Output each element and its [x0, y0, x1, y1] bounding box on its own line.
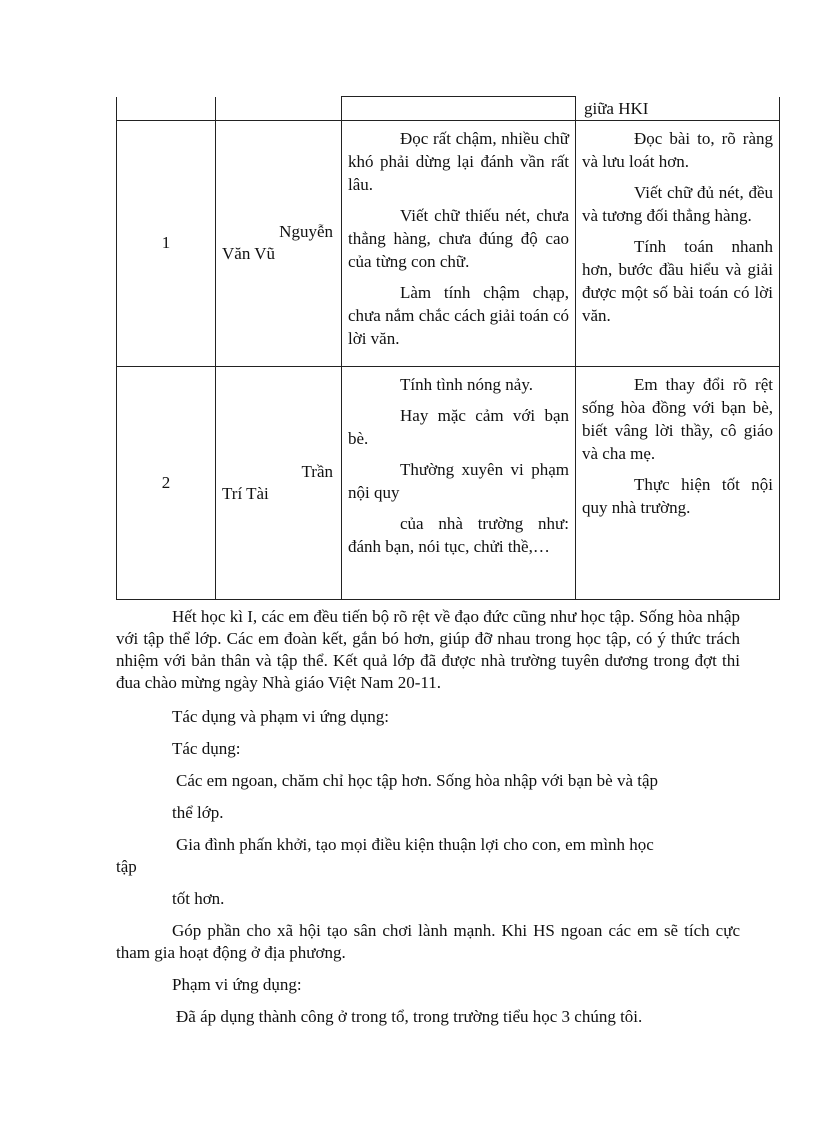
student-name-rest: Văn Vũ [222, 244, 276, 263]
row-number: 2 [117, 366, 216, 599]
table-cell [216, 97, 342, 121]
after-item: Em thay đổi rõ rệt sống hòa đồng với bạn bè, biết vâng lời thầy, cô giáo và cha mẹ. [582, 374, 773, 463]
table-cell [117, 97, 216, 121]
student-name-rest: Trí Tài [222, 483, 269, 503]
header-continuation: giữa HKI [584, 98, 649, 118]
effect-paragraph: Góp phần cho xã hội tạo sân chơi lành mạnh. Khi HS ngoan các em sẽ tích cực tham gia hoạt động ở địa phương. [116, 921, 740, 962]
before-cell [342, 366, 576, 599]
effect-paragraph-cont: tập [116, 857, 137, 876]
after-item: Tính toán nhanh hơn, bước đầu hiểu và giải được một số bài toán có lời văn. [582, 236, 773, 325]
after-item: Viết chữ đủ nét, đều và tương đối thẳng hàng. [582, 182, 773, 225]
effect-paragraph: Gia đình phấn khởi, tạo mọi điều kiện thuận lợi cho con, em mình học [176, 835, 654, 854]
table-cell [342, 97, 576, 121]
before-item: Tính tình nóng nảy. [400, 374, 533, 394]
effect-paragraph-cont: thể lớp. [172, 803, 224, 822]
table-row [117, 120, 780, 366]
table-row [117, 366, 780, 599]
student-name-first: Nguyễn [279, 222, 333, 241]
before-item: Làm tính chậm chạp, chưa nắm chắc cách giải toán có lời văn. [348, 282, 569, 348]
student-name-first: Trần [301, 461, 333, 481]
after-cell [576, 120, 780, 366]
scope-paragraph: Đã áp dụng thành công ở trong tổ, trong trường tiểu học 3 chúng tôi. [176, 1007, 643, 1026]
after-item: Thực hiện tốt nội quy nhà trường. [582, 474, 773, 517]
before-item: Viết chữ thiếu nét, chưa thẳng hàng, chưa đúng độ cao của từng con chữ. [348, 205, 569, 271]
subsection-heading: Phạm vi ứng dụng: [172, 975, 302, 994]
before-item: Thường xuyên vi phạm nội quy [348, 459, 569, 502]
effect-paragraph-cont: tốt hơn. [172, 889, 225, 908]
row-number: 1 [117, 120, 216, 366]
after-cell [576, 366, 780, 599]
effect-paragraph: Các em ngoan, chăm chỉ học tập hơn. Sống hòa nhập với bạn bè và tập [176, 771, 659, 790]
student-name-cell [216, 366, 342, 599]
after-item: Đọc bài to, rõ ràng và lưu loát hơn. [582, 128, 773, 171]
before-cell [342, 120, 576, 366]
section-heading: Tác dụng và phạm vi ứng dụng: [172, 707, 389, 726]
table-row [117, 97, 780, 121]
progress-table [116, 96, 780, 600]
student-name-cell [216, 120, 342, 366]
result-paragraph: Hết học kì I, các em đều tiến bộ rõ rệt về đạo đức cũng như học tập. Sống hòa nhập với tập thể lớp. Các em đoàn kết, gắn bó hơn, giúp đỡ nhau trong học tập, có ý thức trách nhiệm với bản thân và tập thể. Kết quả lớp đã được nhà trường tuyên dương trong đợt thi đua chào mừng ngày Nhà giáo Việt Nam 20-11. [116, 607, 740, 692]
subsection-heading: Tác dụng: [172, 739, 241, 758]
before-item: Hay mặc cảm với bạn bè. [348, 405, 569, 448]
before-item: Đọc rất chậm, nhiều chữ khó phải dừng lại đánh vần rất lâu. [348, 128, 569, 194]
body-section [116, 606, 740, 1028]
before-item: của nhà trường như: đánh bạn, nói tục, chửi thề,… [348, 513, 569, 556]
table-cell [576, 97, 780, 121]
